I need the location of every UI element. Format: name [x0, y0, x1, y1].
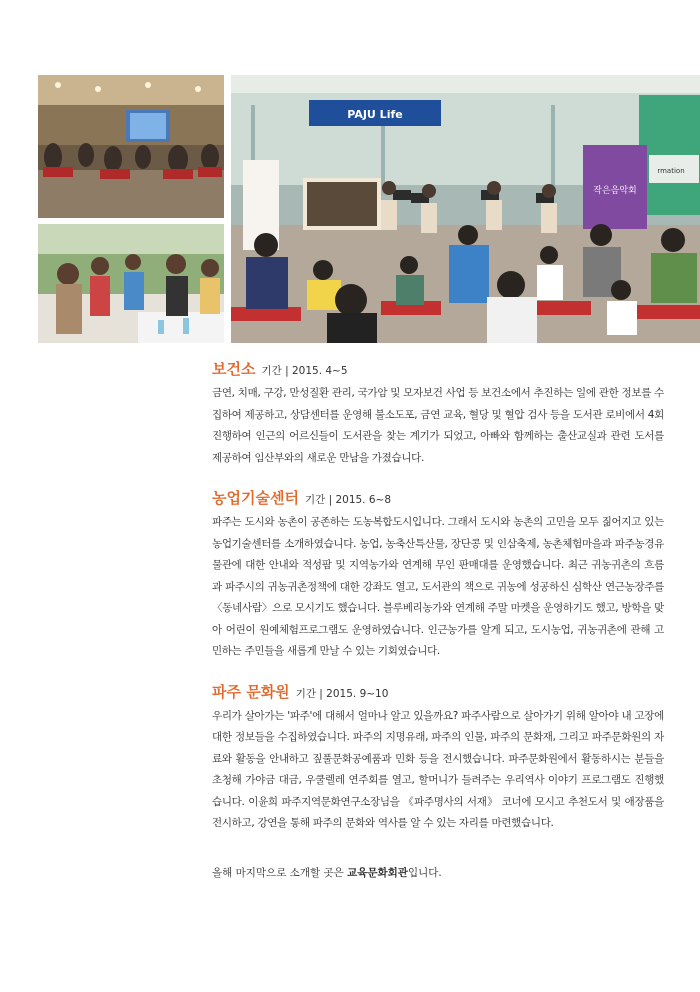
photo-lecture-hall [38, 75, 224, 218]
section-header [212, 487, 664, 508]
section-title: 농업기술센터 [212, 489, 299, 507]
article-content [212, 358, 664, 884]
closing-suffix: 입니다. [407, 866, 442, 879]
section-body: 우리가 살아가는 '파주'에 대해서 얼마나 알고 있을까요? 파주사람으로 살아가기 위해 알아야 내 고장에 대한 정보들을 수집하였습니다. 파주의 지명유래, 파주의 인물, 파주의 문화재, 그리고 파주문화원의 자료와 활동을 안내하고 짚풀문화공예품과 민화 등을 전시했습니다. 파주문화원에서 활동하시는 분들을 초청해 가야금 대금, 우쿨렐레 연주회를 열고, 할머니가 들려주는 우리역사 이야기 프로그램도 진행했습니다. 이윤희 파주지역문화연구소장님을 《파주명사의 서재》 코너에 모시고 추천도서 및 애장품을 전시하고, 강연을 통해 파주의 문화와 역사를 알 수 있는 자리를 마련했습니다. [212, 709, 664, 829]
section-period: 기간 | 2015. 4~5 [261, 365, 348, 377]
section-body: 금연, 치매, 구강, 만성질환 관리, 국가암 및 모자보건 사업 등 보건소에서 추진하는 일에 관한 정보를 수집하여 제공하고, 상담센터를 운영해 불소도포, 금연 교육, 혈당 및 혈압 검사 등을 도서관 로비에서 4회 진행하여 인근의 어르신들이 도서관을 찾는 계기가 되었고, 아빠와 함께하는 출산교실과 관련 도서를 제공하여 임산부와의 새로운 만남을 가졌습니다. [212, 387, 664, 464]
section-body: 파주는 도시와 농촌이 공존하는 도농복합도시입니다. 그래서 도시와 농촌의 고민을 모두 짊어지고 있는 농업기술센터를 소개하였습니다. 농업, 농축산특산물, 장단콩 및 인삼축제, 농촌체험마을과 파주농경유물관에 대한 안내와 적성팜 및 지역농가와 연계해 무인 판매대를 운영했습니다. 최근 귀농귀촌의 흐름과 파주시의 귀농귀촌정책에 대한 강좌도 열고, 도서관의 책으로 귀농에 성공하신 심학산 연근농장주를 〈동네사람〉으로 모시기도 했습니다. 블루베리농가와 연계해 주말 마켓을 운영하기도 했고, 방학을 맞아 어린이 원예체험프로그램도 운영하였습니다. 인근농가를 알게 되고, 도시농업, 귀농귀촌에 관해 고민하는 주민들을 새롭게 만날 수 있는 기회였습니다. [212, 516, 664, 657]
banner-text: PAJU Life [347, 108, 403, 121]
section-header [212, 358, 664, 379]
closing-highlight: 교육문화회관 [347, 866, 408, 879]
section-period: 기간 | 2015. 9~10 [295, 687, 389, 700]
photo-lobby-concert [231, 75, 700, 343]
photo-health-booth [38, 224, 224, 343]
section-period: 기간 | 2015. 6~8 [304, 494, 392, 506]
section-health-center [212, 358, 664, 469]
standee-text: 작은음악회 [593, 186, 637, 196]
section-title: 파주 문화원 [212, 682, 290, 701]
section-culture-center [212, 681, 664, 835]
info-sign-text: rmation [657, 167, 685, 175]
section-title: 보건소 [212, 360, 256, 378]
closing-text: 올해 마지막으로 소개할 곳은 [212, 866, 348, 879]
section-agri-center [212, 487, 664, 663]
section-header [212, 681, 664, 702]
closing-sentence [212, 863, 664, 884]
